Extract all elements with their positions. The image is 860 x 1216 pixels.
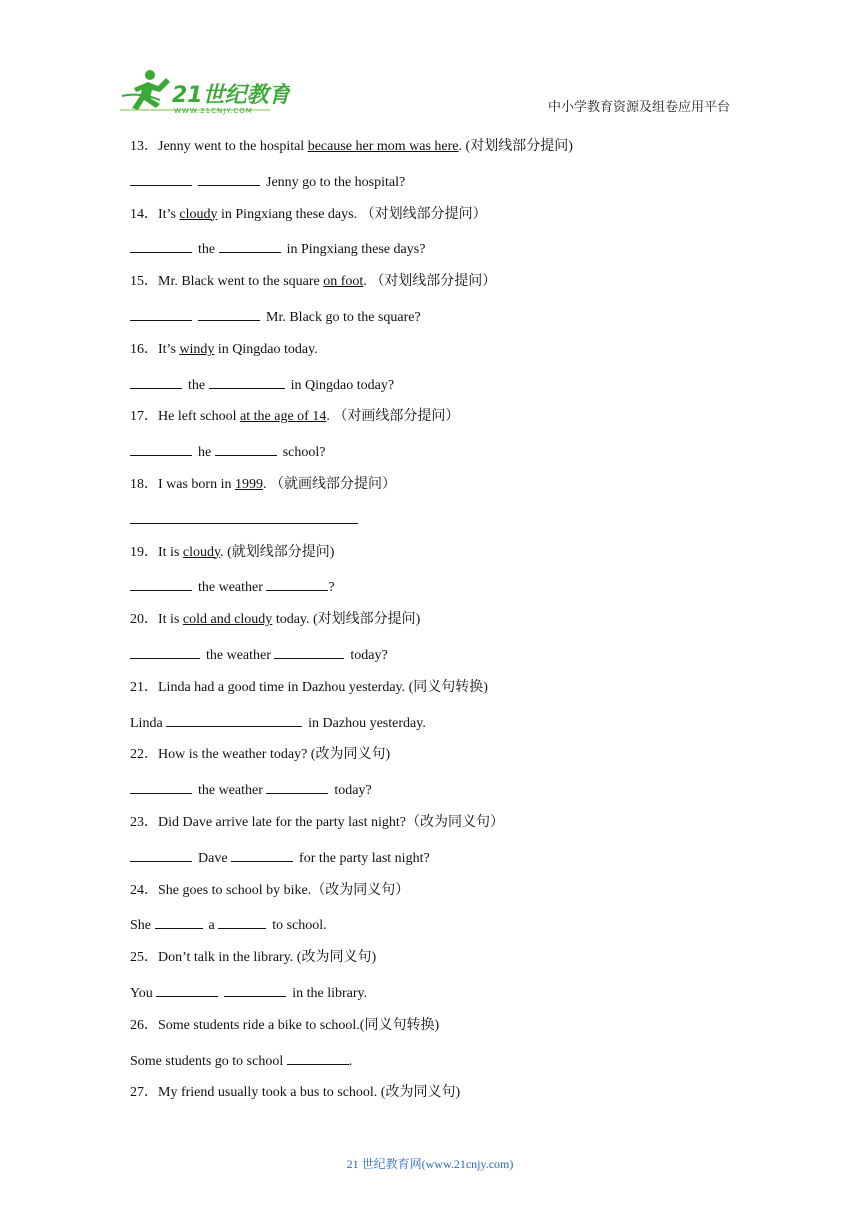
- answer-blank[interactable]: [224, 982, 286, 997]
- question-line: [130, 1083, 770, 1117]
- answer-text: the: [188, 377, 209, 393]
- question-line: [130, 137, 770, 171]
- answer-blank[interactable]: [274, 644, 344, 659]
- answer-line: [130, 441, 770, 475]
- question-number: 27．: [130, 1085, 158, 1101]
- question-number: 13．: [130, 139, 158, 154]
- question-text: I was born in: [158, 476, 235, 492]
- answer-text: in Dazhou yesterday.: [308, 715, 426, 731]
- question-line: [130, 272, 770, 306]
- question-instruction: today. (对划线部分提问): [272, 612, 421, 628]
- question-line: [130, 881, 770, 915]
- answer-text: Some students go to school: [130, 1053, 287, 1069]
- question-instruction: in Qingdao today.: [214, 341, 318, 357]
- question-number: 20．: [130, 612, 158, 628]
- question-list: [130, 137, 770, 1117]
- answer-line: [130, 238, 770, 272]
- question-instruction: . （就画线部分提问）: [263, 476, 396, 492]
- question-number: 19．: [130, 544, 158, 560]
- question-line: [130, 205, 770, 239]
- question-line: [130, 745, 770, 779]
- answer-text: the: [198, 242, 219, 258]
- answer-blank[interactable]: [215, 441, 277, 456]
- question-text: He left school: [158, 409, 241, 425]
- question-line: [130, 678, 770, 712]
- question-text: How is the weather today? (改为同义句): [158, 747, 391, 763]
- answer-text: today?: [334, 783, 372, 799]
- answer-text: Mr. Black go to the square?: [266, 309, 421, 325]
- answer-punctuation: .: [348, 1053, 353, 1069]
- answer-text: for the party last night?: [299, 850, 430, 866]
- answer-line: [130, 171, 770, 205]
- underlined-part: windy: [179, 341, 215, 357]
- platform-title: 中小学教育资源及组卷应用平台: [548, 100, 731, 115]
- answer-line: [130, 914, 770, 948]
- answer-text: You: [130, 985, 157, 1001]
- question-number: 17．: [130, 409, 158, 425]
- answer-text: a: [208, 918, 219, 934]
- answer-blank[interactable]: [155, 914, 203, 929]
- answer-blank[interactable]: [218, 914, 266, 929]
- answer-text: school?: [282, 445, 326, 461]
- site-logo: [120, 66, 290, 121]
- question-number: 24．: [130, 882, 158, 898]
- answer-line: [130, 712, 770, 746]
- question-line: [130, 340, 770, 374]
- answer-blank[interactable]: [130, 306, 192, 321]
- answer-text: in Pingxiang these days?: [286, 242, 426, 258]
- question-text: It is: [158, 544, 183, 560]
- answer-blank[interactable]: [130, 779, 192, 794]
- question-number: 14．: [130, 206, 158, 222]
- question-line: [130, 1016, 770, 1050]
- runner-logo-icon: [120, 66, 290, 116]
- answer-text: he: [198, 445, 215, 461]
- question-number: 26．: [130, 1017, 158, 1033]
- answer-line: [130, 644, 770, 678]
- answer-line: [130, 306, 770, 340]
- answer-line: [130, 779, 770, 813]
- logo-text: 21世纪教育: [172, 83, 290, 108]
- question-line: [130, 475, 770, 509]
- answer-blank[interactable]: [231, 847, 293, 862]
- answer-blank[interactable]: [130, 171, 192, 186]
- answer-blank[interactable]: [156, 982, 218, 997]
- question-instruction: in Pingxiang these days. （对划线部分提问）: [217, 206, 487, 222]
- question-line: [130, 813, 770, 847]
- answer-blank[interactable]: [266, 779, 328, 794]
- question-number: 15．: [130, 274, 158, 290]
- question-line: [130, 948, 770, 982]
- question-number: 23．: [130, 814, 158, 830]
- answer-blank[interactable]: [130, 847, 192, 862]
- answer-blank[interactable]: [130, 509, 358, 524]
- answer-line: [130, 1050, 770, 1084]
- answer-text: Jenny go to the hospital?: [266, 174, 406, 190]
- question-line: [130, 407, 770, 441]
- question-text: She goes to school by bike.（改为同义句）: [158, 882, 410, 898]
- answer-blank[interactable]: [266, 576, 328, 591]
- underlined-part: because her mom was here: [307, 139, 459, 154]
- answer-text: in the library.: [292, 985, 368, 1001]
- question-line: [130, 610, 770, 644]
- question-text: It is: [158, 612, 183, 628]
- question-line: [130, 543, 770, 577]
- question-text: My friend usually took a bus to school. (改为同义句): [158, 1085, 461, 1101]
- answer-text: Dave: [198, 850, 232, 866]
- answer-line: [130, 847, 770, 881]
- answer-blank[interactable]: [130, 576, 192, 591]
- question-text: Mr. Black went to the square: [158, 274, 324, 290]
- answer-blank[interactable]: [219, 238, 281, 253]
- answer-blank[interactable]: [130, 374, 182, 389]
- question-text: Did Dave arrive late for the party last night?（改为同义句）: [158, 814, 505, 830]
- answer-blank[interactable]: [198, 306, 260, 321]
- answer-text: in Qingdao today?: [290, 377, 395, 393]
- question-number: 21．: [130, 679, 158, 695]
- logo-url: WWW.21CNJY.COM: [174, 107, 253, 115]
- answer-punctuation: ?: [328, 580, 335, 596]
- answer-blank[interactable]: [130, 238, 192, 253]
- underlined-part: 1999: [235, 476, 263, 492]
- question-number: 16．: [130, 341, 158, 357]
- answer-line: [130, 509, 770, 543]
- page-header: [0, 0, 860, 125]
- answer-blank[interactable]: [198, 171, 260, 186]
- answer-text: She: [130, 918, 155, 934]
- question-instruction: . （对画线部分提问）: [326, 409, 460, 425]
- question-text: Don’t talk in the library. (改为同义句): [158, 950, 377, 966]
- question-text: Linda had a good time in Dazhou yesterday. (同义句转换): [158, 679, 488, 695]
- question-text: Jenny went to the hospital: [158, 139, 308, 154]
- question-instruction: . (就划线部分提问): [220, 544, 335, 560]
- answer-line: [130, 374, 770, 408]
- answer-blank[interactable]: [166, 712, 302, 727]
- answer-text: Linda: [130, 715, 167, 731]
- answer-text: the weather: [198, 580, 267, 596]
- answer-blank[interactable]: [130, 441, 192, 456]
- answer-line: [130, 982, 770, 1016]
- underlined-part: cloudy: [179, 206, 218, 222]
- question-number: 18．: [130, 476, 158, 492]
- underlined-part: at the age of 14: [240, 409, 327, 425]
- underlined-part: on foot: [323, 274, 364, 290]
- answer-blank[interactable]: [130, 644, 200, 659]
- underlined-part: cold and cloudy: [182, 612, 273, 628]
- question-text: It’s: [158, 206, 180, 222]
- answer-text: to school.: [272, 918, 327, 934]
- question-instruction: . (对划线部分提问): [458, 139, 573, 154]
- answer-blank[interactable]: [209, 374, 285, 389]
- underlined-part: cloudy: [182, 544, 221, 560]
- question-number: 22．: [130, 747, 158, 763]
- answer-text: the weather: [206, 647, 275, 663]
- answer-text: today?: [350, 647, 388, 663]
- page-footer: 21 世纪教育网(www.21cnjy.com): [346, 1157, 514, 1171]
- question-instruction: . （对划线部分提问）: [363, 274, 497, 290]
- answer-text: the weather: [198, 783, 267, 799]
- question-text: Some students ride a bike to school.(同义句转换): [158, 1017, 440, 1033]
- answer-line: [130, 576, 770, 610]
- question-text: It’s: [158, 341, 180, 357]
- answer-blank[interactable]: [287, 1050, 349, 1065]
- question-number: 25．: [130, 950, 158, 966]
